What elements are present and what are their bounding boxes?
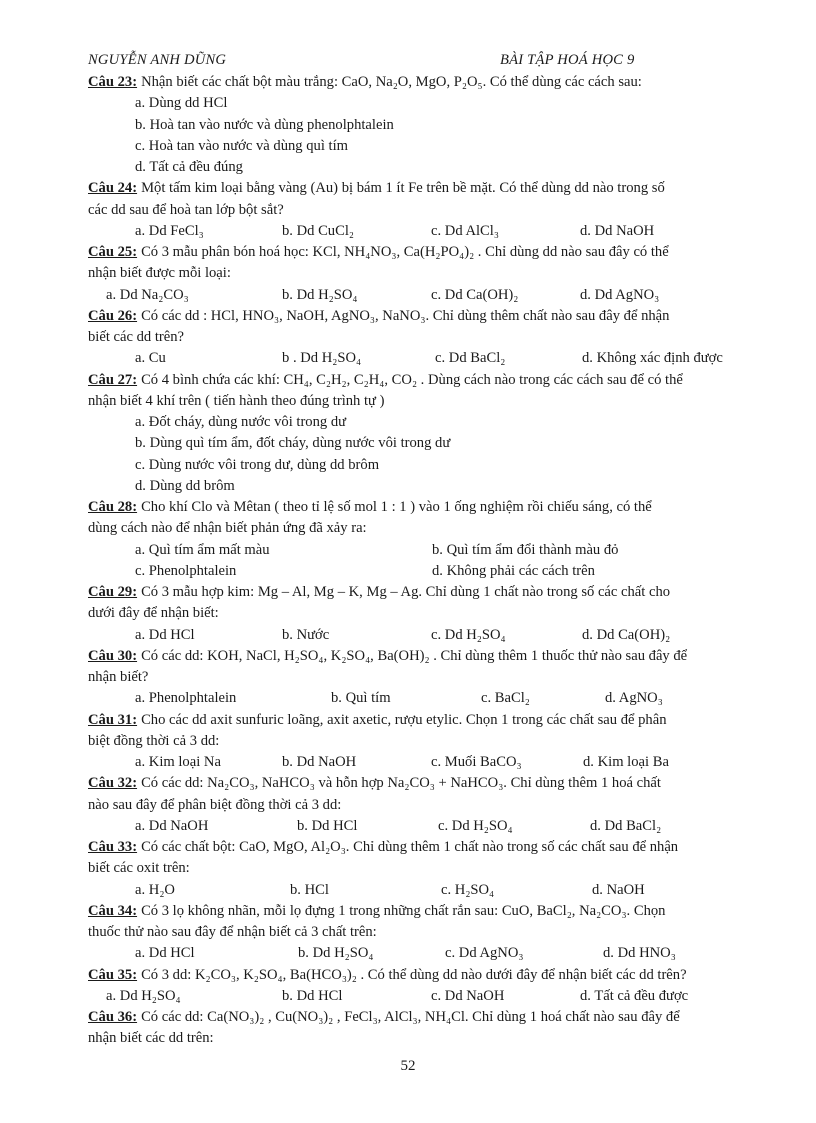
answer-option[interactable]: d. Tất cả đều được — [580, 987, 689, 1004]
answer-option[interactable]: d. Dd NaOH — [580, 222, 655, 239]
answer-option[interactable]: d. Không xác định được — [582, 350, 723, 367]
question-text: nhận biết? — [88, 669, 149, 685]
question-block — [88, 1007, 788, 1050]
answer-options-row — [88, 688, 788, 709]
question-block — [88, 965, 788, 1008]
question-stem-line — [88, 773, 788, 794]
question-text: các dd sau để hoà tan lớp bột sắt? — [88, 201, 284, 218]
answer-option[interactable]: d. AgNO₃ — [605, 690, 663, 707]
question-stem-line — [88, 391, 788, 412]
question-stem-line — [88, 858, 788, 879]
answer-option[interactable]: b. Dd H₂SO₄ — [282, 286, 358, 303]
question-text: Cho khí Clo và Mêtan ( theo tỉ lệ số mol 1 : 1 ) vào 1 ống nghiệm rồi chiếu sáng, có thể — [141, 499, 652, 515]
question-stem-line — [88, 582, 788, 603]
question-text: Có các dd: Na₂CO₃, NaHCO₃ và hỗn hợp Na₂CO₃ + NaHCO₃. Chỉ dùng thêm 1 hoá chất — [141, 775, 661, 792]
question-block — [88, 901, 788, 965]
question-stem-line — [88, 795, 788, 816]
question-text: Có các dd: Ca(NO₃)₂ , Cu(NO₃)₂ , FeCl₃, AlCl₃, NH₄Cl. Chỉ dùng 1 hoá chất nào sau đây để — [141, 1009, 680, 1025]
question-text: nhận biết được mỗi loại: — [88, 265, 231, 282]
question-stem-line — [88, 710, 788, 731]
question-text: Có các chất bột: CaO, MgO, Al₂O₃. Chỉ dùng thêm 1 chất nào trong số các chất sau để nhận — [141, 839, 679, 855]
answer-option[interactable]: a. Dd HCl — [135, 626, 195, 643]
question-stem-line — [88, 200, 788, 221]
answer-option[interactable]: a. Đốt cháy, dùng nước vôi trong dư — [135, 414, 347, 430]
answer-option[interactable]: a. Phenolphtalein — [135, 690, 237, 707]
question-label: Câu 28: — [88, 499, 138, 515]
question-label: Câu 33: — [88, 839, 138, 855]
question-stem-line — [88, 242, 788, 263]
question-list — [88, 72, 788, 1050]
question-text: Có 4 bình chứa các khí: CH₄, C₂H₂, C₂H₄, CO₂ . Dùng cách nào trong các cách sau để có thể — [141, 371, 683, 388]
answer-option[interactable]: c. Dd BaCl₂ — [435, 350, 506, 367]
answer-option[interactable]: c. Dùng nước vôi trong dư, dùng dd brôm — [135, 456, 380, 473]
answer-option[interactable]: d. Kim loại Ba — [583, 754, 669, 770]
answer-option[interactable]: c. Phenolphtalein — [135, 562, 237, 579]
question-text: dùng cách nào để nhận biết phản ứng đã xảy ra: — [88, 520, 367, 537]
answer-option[interactable]: c. Dd AgNO₃ — [445, 945, 524, 962]
answer-options-row — [88, 816, 788, 837]
question-text: nào sau đây để phân biệt đồng thời cả 3 dd: — [88, 796, 342, 813]
question-stem-line — [88, 646, 788, 667]
question-label: Câu 36: — [88, 1009, 138, 1025]
answer-option[interactable]: a. Dùng dd HCl — [135, 95, 228, 112]
question-stem-line — [88, 518, 788, 539]
answer-option[interactable]: c. Hoà tan vào nước và dùng quì tím — [135, 137, 348, 154]
question-label: Câu 32: — [88, 775, 138, 792]
answer-options-row — [88, 348, 788, 369]
answer-option[interactable]: b. Dd HCl — [297, 817, 358, 834]
answer-option[interactable]: c. Dd AlCl₃ — [431, 222, 499, 239]
question-text: Có 3 dd: K₂CO₃, K₂SO₄, Ba(HCO₃)₂ . Có thể dùng dd nào dưới đây để nhận biết các dd trên? — [141, 966, 687, 983]
question-label: Câu 34: — [88, 902, 138, 919]
answer-option[interactable]: d. Không phải các cách trên — [432, 562, 595, 579]
answer-option[interactable]: d. Dd BaCl₂ — [590, 817, 662, 834]
answer-option[interactable]: c. Muối BaCO₃ — [431, 754, 522, 770]
answer-option[interactable]: b. Dùng quì tím ẩm, đốt cháy, dùng nước vôi trong dư — [135, 435, 451, 452]
answer-option[interactable]: d. NaOH — [592, 881, 645, 898]
question-text: Một tấm kim loại bằng vàng (Au) bị bám 1 ít Fe trên bề mặt. Có thể dùng dd nào trong số — [141, 180, 665, 197]
answer-option[interactable]: b. Dd NaOH — [282, 754, 357, 770]
answer-option[interactable]: c. BaCl₂ — [481, 690, 530, 707]
question-text: nhận biết 4 khí trên ( tiến hành theo đúng trình tự ) — [88, 392, 385, 409]
answer-option[interactable]: a. Dd Na₂CO₃ — [106, 286, 189, 303]
question-text: dưới đây để nhận biết: — [88, 605, 219, 622]
question-label: Câu 23: — [88, 74, 138, 90]
question-label: Câu 35: — [88, 966, 138, 983]
page-number: 52 — [400, 1058, 416, 1074]
question-text: thuốc thử nào sau đây để nhận biết cả 3 chất trên: — [88, 924, 377, 940]
question-block — [88, 837, 788, 901]
answer-option[interactable]: a. Cu — [135, 350, 166, 367]
question-block — [88, 582, 788, 646]
answer-option[interactable]: b. Quì tím ẩm đổi thành màu đỏ — [432, 541, 619, 558]
answer-option[interactable]: d. Tất cả đều đúng — [135, 159, 243, 175]
question-stem-line — [88, 901, 788, 922]
question-stem-line — [88, 667, 788, 688]
answer-option[interactable]: d. Dùng dd brôm — [135, 477, 235, 494]
header-author: NGUYỄN ANH DŨNG — [88, 52, 227, 68]
answer-option[interactable]: c. Dd Ca(OH)₂ — [431, 286, 519, 303]
question-block — [88, 242, 788, 306]
question-text: Có 3 mẫu phân bón hoá học: KCl, NH₄NO₃, Ca(H₂PO₄)₂ . Chỉ dùng dd nào sau đây có thể — [141, 244, 669, 260]
answer-option[interactable]: b . Dd H₂SO₄ — [282, 350, 362, 367]
answer-options-row — [88, 540, 788, 561]
answer-option[interactable]: b. Dd H₂SO₄ — [298, 945, 374, 962]
answer-option[interactable]: b. Nước — [282, 626, 330, 643]
question-stem-line — [88, 1007, 788, 1028]
question-stem-line — [88, 306, 788, 327]
question-stem-line — [88, 497, 788, 518]
question-text: Có các dd: KOH, NaCl, H₂SO₄, K₂SO₄, Ba(OH)₂ . Chỉ dùng thêm 1 thuốc thử nào sau đây để — [141, 647, 688, 664]
answer-option[interactable]: d. Dd HNO₃ — [603, 945, 676, 962]
answer-option[interactable]: b. Dd HCl — [282, 987, 343, 1004]
answer-option[interactable]: c. H₂SO₄ — [441, 881, 495, 898]
answer-option[interactable]: a. Dd FeCl₃ — [135, 222, 204, 239]
answer-option[interactable]: a. Dd NaOH — [135, 817, 209, 834]
question-stem-line — [88, 922, 788, 943]
answer-option[interactable]: d. Dd AgNO₃ — [580, 286, 660, 303]
answer-option[interactable]: a. H₂O — [135, 881, 175, 898]
question-label: Câu 30: — [88, 647, 138, 664]
question-label: Câu 27: — [88, 371, 138, 388]
question-text: biết các oxit trên: — [88, 860, 190, 877]
answer-options-row — [88, 986, 788, 1007]
answer-option[interactable]: a. Quì tím ẩm mất màu — [135, 541, 270, 558]
question-stem-line — [88, 731, 788, 752]
answer-option[interactable]: c. Dd NaOH — [431, 987, 505, 1004]
answer-option[interactable]: a. Dd HCl — [135, 945, 195, 962]
question-block — [88, 306, 788, 370]
question-stem-line — [88, 1028, 788, 1049]
answer-option[interactable]: b. HCl — [290, 881, 329, 898]
answer-options-row — [88, 943, 788, 964]
answer-option[interactable]: a. Kim loại Na — [135, 754, 221, 770]
question-stem-line — [88, 178, 788, 199]
answer-options-row — [88, 625, 788, 646]
question-label: Câu 29: — [88, 584, 138, 600]
question-text: Có 3 lọ không nhãn, mỗi lọ đựng 1 trong những chất rắn sau: CuO, BaCl₂, Na₂CO₃. Chọn — [141, 902, 666, 919]
question-text: biệt đồng thời cả 3 dd: — [88, 732, 220, 749]
answer-option[interactable]: a. Dd H₂SO₄ — [106, 987, 181, 1004]
question-label: Câu 24: — [88, 180, 138, 197]
question-stem-line — [88, 965, 788, 986]
question-block — [88, 497, 788, 582]
question-stem-line — [88, 837, 788, 858]
answer-options-row — [88, 285, 788, 306]
question-stem-line — [88, 72, 788, 93]
question-text: Nhận biết các chất bột màu trắng: CaO, Na₂O, MgO, P₂O₅. Có thể dùng các cách sau: — [141, 74, 642, 90]
answer-option[interactable]: b. Dd CuCl₂ — [282, 222, 354, 239]
question-text: Cho các dd axit sunfuric loãng, axit axetic, rượu etylic. Chọn 1 trong các chất sau để phân — [141, 711, 667, 728]
question-block — [88, 710, 788, 774]
question-stem-line — [88, 370, 788, 391]
question-label: Câu 26: — [88, 307, 138, 324]
question-block — [88, 646, 788, 710]
question-stem-line — [88, 327, 788, 348]
answer-options-row — [88, 880, 788, 901]
question-stem-line — [88, 263, 788, 284]
question-label: Câu 25: — [88, 244, 138, 260]
question-block — [88, 773, 788, 837]
question-text: Có 3 mẫu hợp kim: Mg – Al, Mg – K, Mg – Ag. Chỉ dùng 1 chất nào trong số các chất cho — [141, 584, 671, 600]
answer-option[interactable]: c. Dd H₂SO₄ — [438, 817, 513, 834]
answer-options-row — [88, 752, 788, 773]
answer-options-row — [88, 561, 788, 582]
question-text: nhận biết các dd trên: — [88, 1030, 214, 1047]
answer-option[interactable]: b. Quì tím — [331, 690, 391, 707]
question-label: Câu 31: — [88, 711, 138, 728]
question-stem-line — [88, 603, 788, 624]
answer-option[interactable]: b. Hoà tan vào nước và dùng phenolphtalein — [135, 116, 394, 133]
question-block — [88, 370, 788, 498]
answer-options-row — [88, 221, 788, 242]
question-text: biết các dd trên? — [88, 329, 185, 345]
question-block — [88, 178, 788, 242]
answer-option[interactable]: d. Dd Ca(OH)₂ — [582, 626, 671, 643]
question-block — [88, 72, 788, 178]
question-text: Có các dd : HCl, HNO₃, NaOH, AgNO₃, NaNO₃. Chỉ dùng thêm chất nào sau đây để nhận — [141, 307, 670, 324]
header-subject: BÀI TẬP HOÁ HỌC 9 — [500, 52, 635, 68]
answer-option[interactable]: c. Dd H₂SO₄ — [431, 626, 506, 643]
